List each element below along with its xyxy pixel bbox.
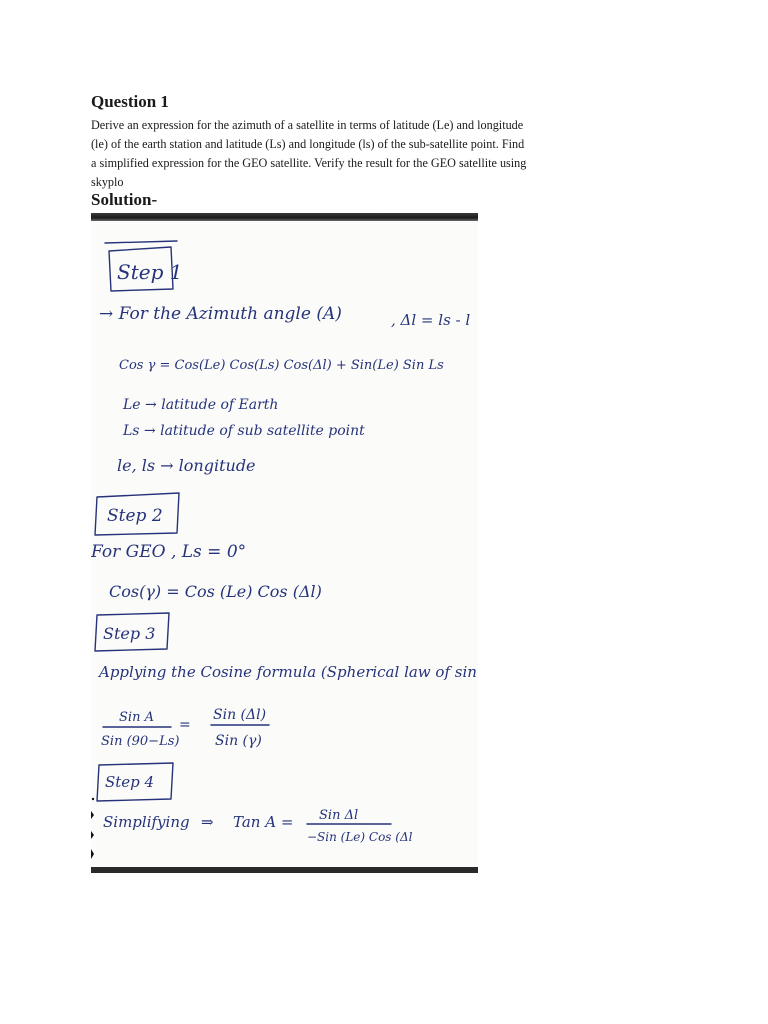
margin-mark: [91, 831, 94, 839]
tan-numerator: Sin Δl: [319, 808, 359, 823]
question-title: Question 1: [91, 92, 169, 111]
sinA-numerator: Sin A: [119, 710, 154, 725]
margin-mark: [91, 811, 94, 819]
implies-arrow: ⇒: [201, 813, 214, 831]
simplifying-label: Simplifying: [103, 813, 190, 831]
margin-mark: [92, 798, 94, 800]
step3-label: Step 3: [103, 624, 156, 643]
step4-label: Step 4: [105, 773, 155, 791]
margin-mark: [91, 849, 94, 859]
question-text: Derive an expression for the azimuth of a satellite in terms of latitude (Le) and longitude (le) of the earth station and latitude (Ls) and longitude (ls) of the sub-satellite point. Find a simplified expression for the GEO satellite. Verify the result for the GEO satellite using skyplo: [91, 118, 527, 189]
tanA-label: Tan A =: [233, 813, 294, 831]
tan-denominator: −Sin (Le) Cos (Δl: [307, 830, 413, 844]
solution-label: Solution-: [91, 190, 158, 209]
geo-formula: Cos(γ) = Cos (Le) Cos (Δl): [109, 582, 322, 601]
delta-definition: , Δl = ls - l: [391, 311, 471, 329]
step1-label: Step 1: [117, 260, 183, 284]
sinA-denominator: Sin (90−Ls): [101, 734, 180, 749]
le-definition: Le → latitude of Earth: [123, 397, 279, 413]
applying-line: Applying the Cosine formula (Spherical law of sin: [99, 663, 477, 681]
scan-top-border: [91, 213, 478, 221]
longitude-definition: le, ls → longitude: [117, 456, 256, 475]
handwriting-canvas: [91, 221, 478, 867]
ls-definition: Ls → latitude of sub satellite point: [123, 423, 365, 439]
sin-gamma-denominator: Sin (γ): [215, 733, 262, 749]
azimuth-line: → For the Azimuth angle (A): [99, 304, 342, 324]
step2-label: Step 2: [107, 506, 163, 526]
handwritten-solution-image: [91, 221, 478, 867]
sin-delta-numerator: Sin (Δl): [213, 707, 267, 723]
equals-sign: =: [179, 717, 191, 733]
cos-gamma-formula: Cos γ = Cos(Le) Cos(Ls) Cos(Δl) + Sin(Le) Sin Ls: [119, 358, 444, 373]
geo-condition: For GEO , Ls = 0°: [91, 542, 247, 562]
scan-bottom-border: [91, 867, 478, 873]
